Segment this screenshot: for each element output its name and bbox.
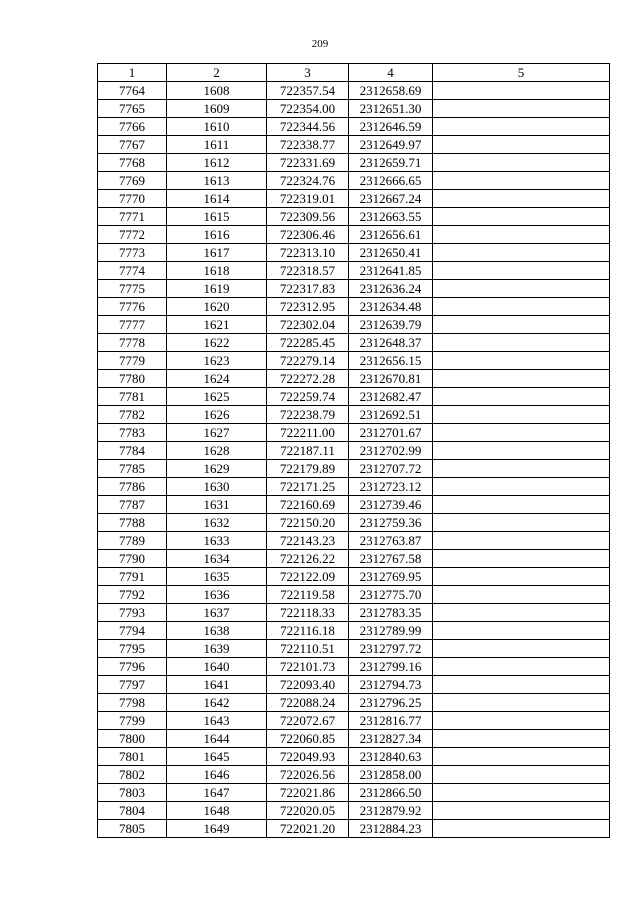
row-number-cell: 7779: [98, 352, 167, 370]
y-coordinate-cell: 2312769.95: [349, 568, 433, 586]
note-cell: [433, 280, 610, 298]
table-row: [98, 586, 610, 604]
row-number-cell: 7765: [98, 100, 167, 118]
page-number: 209: [311, 38, 329, 50]
row-number-cell: 7800: [98, 730, 167, 748]
note-cell: [433, 208, 610, 226]
x-coordinate-cell: 722026.56: [267, 766, 349, 784]
note-cell: [433, 100, 610, 118]
note-cell: [433, 802, 610, 820]
row-number-cell: 7776: [98, 298, 167, 316]
table-row: [98, 442, 610, 460]
y-coordinate-cell: 2312636.24: [349, 280, 433, 298]
table-row: [98, 100, 610, 118]
x-coordinate-cell: 722150.20: [267, 514, 349, 532]
row-number-cell: 7768: [98, 154, 167, 172]
point-number-cell: 1640: [167, 658, 267, 676]
x-coordinate-cell: 722179.89: [267, 460, 349, 478]
row-number-cell: 7778: [98, 334, 167, 352]
y-coordinate-cell: 2312663.55: [349, 208, 433, 226]
point-number-cell: 1630: [167, 478, 267, 496]
table-row: [98, 190, 610, 208]
note-cell: [433, 154, 610, 172]
x-coordinate-cell: 722285.45: [267, 334, 349, 352]
note-cell: [433, 298, 610, 316]
point-number-cell: 1647: [167, 784, 267, 802]
point-number-cell: 1632: [167, 514, 267, 532]
x-coordinate-cell: 722020.05: [267, 802, 349, 820]
row-number-cell: 7783: [98, 424, 167, 442]
x-coordinate-cell: 722279.14: [267, 352, 349, 370]
note-cell: [433, 388, 610, 406]
y-coordinate-cell: 2312763.87: [349, 532, 433, 550]
row-number-cell: 7802: [98, 766, 167, 784]
note-cell: [433, 784, 610, 802]
y-coordinate-cell: 2312739.46: [349, 496, 433, 514]
y-coordinate-cell: 2312641.85: [349, 262, 433, 280]
x-coordinate-cell: 722318.57: [267, 262, 349, 280]
x-coordinate-cell: 722060.85: [267, 730, 349, 748]
point-number-cell: 1618: [167, 262, 267, 280]
table-row: [98, 262, 610, 280]
row-number-cell: 7773: [98, 244, 167, 262]
table-row: [98, 352, 610, 370]
x-coordinate-cell: 722306.46: [267, 226, 349, 244]
x-coordinate-cell: 722160.69: [267, 496, 349, 514]
row-number-cell: 7801: [98, 748, 167, 766]
y-coordinate-cell: 2312656.61: [349, 226, 433, 244]
table-row: [98, 532, 610, 550]
y-coordinate-cell: 2312649.97: [349, 136, 433, 154]
x-coordinate-cell: 722302.04: [267, 316, 349, 334]
point-number-cell: 1617: [167, 244, 267, 262]
y-coordinate-cell: 2312858.00: [349, 766, 433, 784]
table-row: [98, 802, 610, 820]
point-number-cell: 1613: [167, 172, 267, 190]
point-number-cell: 1642: [167, 694, 267, 712]
y-coordinate-cell: 2312840.63: [349, 748, 433, 766]
y-coordinate-cell: 2312646.59: [349, 118, 433, 136]
note-cell: [433, 586, 610, 604]
x-coordinate-cell: 722101.73: [267, 658, 349, 676]
y-coordinate-cell: 2312651.30: [349, 100, 433, 118]
x-coordinate-cell: 722171.25: [267, 478, 349, 496]
point-number-cell: 1636: [167, 586, 267, 604]
row-number-cell: 7771: [98, 208, 167, 226]
point-number-cell: 1612: [167, 154, 267, 172]
point-number-cell: 1619: [167, 280, 267, 298]
table-row: [98, 280, 610, 298]
x-coordinate-cell: 722324.76: [267, 172, 349, 190]
note-cell: [433, 640, 610, 658]
y-coordinate-cell: 2312656.15: [349, 352, 433, 370]
table-row: [98, 226, 610, 244]
column-header-3: 3: [267, 64, 349, 82]
table-row: [98, 172, 610, 190]
x-coordinate-cell: 722049.93: [267, 748, 349, 766]
y-coordinate-cell: 2312789.99: [349, 622, 433, 640]
x-coordinate-cell: 722313.10: [267, 244, 349, 262]
point-number-cell: 1615: [167, 208, 267, 226]
row-number-cell: 7790: [98, 550, 167, 568]
column-header-4: 4: [349, 64, 433, 82]
row-number-cell: 7797: [98, 676, 167, 694]
point-number-cell: 1621: [167, 316, 267, 334]
x-coordinate-cell: 722259.74: [267, 388, 349, 406]
column-header-5: 5: [433, 64, 610, 82]
y-coordinate-cell: 2312827.34: [349, 730, 433, 748]
table-row: [98, 460, 610, 478]
table-header: [98, 64, 610, 82]
table-row: [98, 748, 610, 766]
x-coordinate-cell: 722331.69: [267, 154, 349, 172]
point-number-cell: 1616: [167, 226, 267, 244]
y-coordinate-cell: 2312797.72: [349, 640, 433, 658]
x-coordinate-cell: 722211.00: [267, 424, 349, 442]
row-number-cell: 7766: [98, 118, 167, 136]
x-coordinate-cell: 722312.95: [267, 298, 349, 316]
point-number-cell: 1629: [167, 460, 267, 478]
point-number-cell: 1609: [167, 100, 267, 118]
table-row: [98, 388, 610, 406]
y-coordinate-cell: 2312775.70: [349, 586, 433, 604]
note-cell: [433, 496, 610, 514]
table-row: [98, 424, 610, 442]
point-number-cell: 1638: [167, 622, 267, 640]
y-coordinate-cell: 2312670.81: [349, 370, 433, 388]
x-coordinate-cell: 722093.40: [267, 676, 349, 694]
row-number-cell: 7774: [98, 262, 167, 280]
point-number-cell: 1644: [167, 730, 267, 748]
y-coordinate-cell: 2312783.35: [349, 604, 433, 622]
point-number-cell: 1623: [167, 352, 267, 370]
table-row: [98, 604, 610, 622]
note-cell: [433, 82, 610, 100]
y-coordinate-cell: 2312639.79: [349, 316, 433, 334]
row-number-cell: 7769: [98, 172, 167, 190]
point-number-cell: 1645: [167, 748, 267, 766]
x-coordinate-cell: 722021.20: [267, 820, 349, 838]
note-cell: [433, 352, 610, 370]
table-body: [98, 82, 610, 838]
row-number-cell: 7786: [98, 478, 167, 496]
y-coordinate-cell: 2312767.58: [349, 550, 433, 568]
y-coordinate-cell: 2312723.12: [349, 478, 433, 496]
note-cell: [433, 532, 610, 550]
point-number-cell: 1625: [167, 388, 267, 406]
point-number-cell: 1611: [167, 136, 267, 154]
note-cell: [433, 460, 610, 478]
table-row: [98, 766, 610, 784]
row-number-cell: 7791: [98, 568, 167, 586]
note-cell: [433, 622, 610, 640]
point-number-cell: 1628: [167, 442, 267, 460]
x-coordinate-cell: 722357.54: [267, 82, 349, 100]
note-cell: [433, 424, 610, 442]
table-row: [98, 208, 610, 226]
table-row: [98, 820, 610, 838]
table-row: [98, 118, 610, 136]
table-row: [98, 514, 610, 532]
y-coordinate-cell: 2312666.65: [349, 172, 433, 190]
row-number-cell: 7780: [98, 370, 167, 388]
x-coordinate-cell: 722344.56: [267, 118, 349, 136]
point-number-cell: 1626: [167, 406, 267, 424]
column-header-2: 2: [167, 64, 267, 82]
note-cell: [433, 316, 610, 334]
note-cell: [433, 766, 610, 784]
x-coordinate-cell: 722143.23: [267, 532, 349, 550]
note-cell: [433, 226, 610, 244]
row-number-cell: 7775: [98, 280, 167, 298]
point-number-cell: 1631: [167, 496, 267, 514]
note-cell: [433, 550, 610, 568]
y-coordinate-cell: 2312701.67: [349, 424, 433, 442]
table-row: [98, 406, 610, 424]
x-coordinate-cell: 722354.00: [267, 100, 349, 118]
header-row: [98, 64, 610, 82]
note-cell: [433, 676, 610, 694]
note-cell: [433, 712, 610, 730]
y-coordinate-cell: 2312884.23: [349, 820, 433, 838]
table-row: [98, 658, 610, 676]
row-number-cell: 7784: [98, 442, 167, 460]
note-cell: [433, 514, 610, 532]
table-row: [98, 136, 610, 154]
x-coordinate-cell: 722126.22: [267, 550, 349, 568]
row-number-cell: 7792: [98, 586, 167, 604]
note-cell: [433, 172, 610, 190]
row-number-cell: 7795: [98, 640, 167, 658]
x-coordinate-cell: 722309.56: [267, 208, 349, 226]
y-coordinate-cell: 2312707.72: [349, 460, 433, 478]
note-cell: [433, 604, 610, 622]
point-number-cell: 1649: [167, 820, 267, 838]
note-cell: [433, 262, 610, 280]
table-row: [98, 568, 610, 586]
x-coordinate-cell: 722072.67: [267, 712, 349, 730]
row-number-cell: 7788: [98, 514, 167, 532]
table-row: [98, 154, 610, 172]
row-number-cell: 7803: [98, 784, 167, 802]
row-number-cell: 7798: [98, 694, 167, 712]
table-row: [98, 334, 610, 352]
coordinates-table: [97, 63, 610, 838]
point-number-cell: 1648: [167, 802, 267, 820]
point-number-cell: 1608: [167, 82, 267, 100]
point-number-cell: 1634: [167, 550, 267, 568]
table-row: [98, 316, 610, 334]
y-coordinate-cell: 2312794.73: [349, 676, 433, 694]
x-coordinate-cell: 722118.33: [267, 604, 349, 622]
row-number-cell: 7799: [98, 712, 167, 730]
table-row: [98, 784, 610, 802]
point-number-cell: 1622: [167, 334, 267, 352]
y-coordinate-cell: 2312658.69: [349, 82, 433, 100]
row-number-cell: 7770: [98, 190, 167, 208]
point-number-cell: 1610: [167, 118, 267, 136]
note-cell: [433, 478, 610, 496]
row-number-cell: 7767: [98, 136, 167, 154]
x-coordinate-cell: 722272.28: [267, 370, 349, 388]
row-number-cell: 7804: [98, 802, 167, 820]
x-coordinate-cell: 722238.79: [267, 406, 349, 424]
note-cell: [433, 730, 610, 748]
point-number-cell: 1641: [167, 676, 267, 694]
y-coordinate-cell: 2312682.47: [349, 388, 433, 406]
x-coordinate-cell: 722338.77: [267, 136, 349, 154]
table-row: [98, 298, 610, 316]
note-cell: [433, 190, 610, 208]
x-coordinate-cell: 722119.58: [267, 586, 349, 604]
x-coordinate-cell: 722187.11: [267, 442, 349, 460]
point-number-cell: 1646: [167, 766, 267, 784]
table-row: [98, 730, 610, 748]
y-coordinate-cell: 2312799.16: [349, 658, 433, 676]
row-number-cell: 7785: [98, 460, 167, 478]
table-row: [98, 712, 610, 730]
note-cell: [433, 442, 610, 460]
point-number-cell: 1635: [167, 568, 267, 586]
row-number-cell: 7794: [98, 622, 167, 640]
y-coordinate-cell: 2312866.50: [349, 784, 433, 802]
y-coordinate-cell: 2312667.24: [349, 190, 433, 208]
point-number-cell: 1624: [167, 370, 267, 388]
note-cell: [433, 244, 610, 262]
y-coordinate-cell: 2312702.99: [349, 442, 433, 460]
table-row: [98, 496, 610, 514]
table-row: [98, 694, 610, 712]
table-row: [98, 370, 610, 388]
note-cell: [433, 136, 610, 154]
x-coordinate-cell: 722319.01: [267, 190, 349, 208]
x-coordinate-cell: 722021.86: [267, 784, 349, 802]
point-number-cell: 1633: [167, 532, 267, 550]
row-number-cell: 7777: [98, 316, 167, 334]
row-number-cell: 7793: [98, 604, 167, 622]
note-cell: [433, 406, 610, 424]
point-number-cell: 1639: [167, 640, 267, 658]
x-coordinate-cell: 722122.09: [267, 568, 349, 586]
note-cell: [433, 370, 610, 388]
point-number-cell: 1620: [167, 298, 267, 316]
row-number-cell: 7796: [98, 658, 167, 676]
note-cell: [433, 334, 610, 352]
y-coordinate-cell: 2312648.37: [349, 334, 433, 352]
row-number-cell: 7781: [98, 388, 167, 406]
note-cell: [433, 568, 610, 586]
point-number-cell: 1637: [167, 604, 267, 622]
y-coordinate-cell: 2312634.48: [349, 298, 433, 316]
table-row: [98, 244, 610, 262]
y-coordinate-cell: 2312650.41: [349, 244, 433, 262]
row-number-cell: 7782: [98, 406, 167, 424]
y-coordinate-cell: 2312692.51: [349, 406, 433, 424]
note-cell: [433, 694, 610, 712]
row-number-cell: 7764: [98, 82, 167, 100]
y-coordinate-cell: 2312759.36: [349, 514, 433, 532]
table-row: [98, 622, 610, 640]
table-row: [98, 640, 610, 658]
note-cell: [433, 748, 610, 766]
y-coordinate-cell: 2312879.92: [349, 802, 433, 820]
x-coordinate-cell: 722110.51: [267, 640, 349, 658]
table-row: [98, 550, 610, 568]
row-number-cell: 7789: [98, 532, 167, 550]
row-number-cell: 7805: [98, 820, 167, 838]
note-cell: [433, 820, 610, 838]
row-number-cell: 7772: [98, 226, 167, 244]
point-number-cell: 1643: [167, 712, 267, 730]
table-row: [98, 478, 610, 496]
x-coordinate-cell: 722088.24: [267, 694, 349, 712]
y-coordinate-cell: 2312796.25: [349, 694, 433, 712]
column-header-1: 1: [98, 64, 167, 82]
table-row: [98, 82, 610, 100]
row-number-cell: 7787: [98, 496, 167, 514]
point-number-cell: 1627: [167, 424, 267, 442]
x-coordinate-cell: 722317.83: [267, 280, 349, 298]
y-coordinate-cell: 2312659.71: [349, 154, 433, 172]
note-cell: [433, 118, 610, 136]
point-number-cell: 1614: [167, 190, 267, 208]
note-cell: [433, 658, 610, 676]
y-coordinate-cell: 2312816.77: [349, 712, 433, 730]
table-row: [98, 676, 610, 694]
x-coordinate-cell: 722116.18: [267, 622, 349, 640]
